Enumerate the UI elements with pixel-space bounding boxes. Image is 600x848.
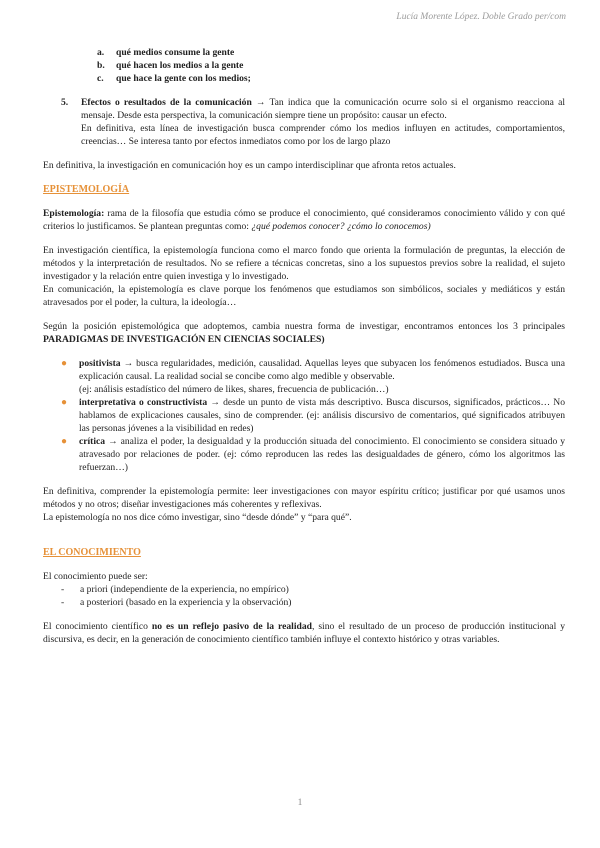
bullet-icon: ● [61,358,68,369]
definition-text: rama de la filosofía que estudia cómo se produce el conocimiento, qué consideramos conocimiento válido y con qué criterios lo justificamos. Se plantean preguntas como: [43,208,565,232]
communication-paragraph: En comunicación, la epistemología es clave porque los fenómenos que estudiamos son simbólicos, sociales y mediáticos y están atravesados por el poder, la cultura, la ideología… [43,284,565,308]
dash-marker: - [61,597,65,608]
list-item [61,596,565,609]
section-heading-conocimiento: EL CONOCIMIENTO [43,547,141,558]
numbered-item-label: 5. [61,97,69,108]
section-heading-epistemologia: EPISTEMOLOGÍA [43,184,130,195]
definition-questions: ¿qué podemos conocer? ¿cómo lo conocemos) [251,221,431,232]
alpha-list [97,46,565,85]
running-header: Lucía Morente López. Doble Grado per/com [396,12,566,22]
paradigms-intro [43,320,565,346]
list-item-text: a posteriori (basado en la experiencia y la observación) [80,597,292,608]
list-item-label: b. [97,60,105,71]
scientific-knowledge-paragraph [43,620,565,646]
bullet-icon: ● [61,436,68,447]
list-item-text: a priori (independiente de la experiencia, no empírico) [80,584,289,595]
knowledge-intro: El conocimiento puede ser: [43,571,148,582]
list-item-label: c. [97,73,104,84]
paradigm-text: → busca regularidades, medición, causalidad. Aquellas leyes que subyacen los fenómenos estudiados. Busca una explicación causal. La realidad social se concibe como algo medible y observable. [79,358,565,382]
conclusion-paragraph: La epistemología no nos dice cómo investigar, sino “desde dónde” y “para qué”. [43,512,352,523]
list-item [61,396,565,435]
paragraph-text: , sino el resultado de un proceso de producción institucional y discursiva, es decir, en la generación de conocimiento científico también influye el contexto histórico y otras variables. [43,621,565,645]
numbered-item-5 [61,96,565,148]
numbered-item-title: Efectos o resultados de la comunicación [81,97,252,108]
paragraph-bold: no es un reflejo pasivo de la realidad [151,621,312,632]
research-paragraph: En investigación científica, la epistemología funciona como el marco fondo que orienta la formulación de preguntas, la elección de métodos y la interpretación de resultados. No se refiere a técnicas concretas, sino a los supuestos previos sobre la realidad, el sujeto investigador y la relación entre quien investiga y lo investigado. [43,245,565,282]
list-item-text: que hace la gente con los medios; [116,73,251,84]
paradigms-list [61,357,565,474]
dash-marker: - [61,584,65,595]
paradigms-intro-bold: PARADIGMAS DE INVESTIGACIÓN EN CIENCIAS SOCIALES) [43,334,325,345]
list-item [97,46,565,59]
list-item [61,583,565,596]
numbered-item-paragraph: En definitiva, esta línea de investigación busca comprender cómo los medios influyen en actitudes, comportamientos, creencias… Se interesa tanto por efectos inmediatos como por los de largo plazo [81,123,565,147]
page-number: 1 [297,798,303,808]
list-item [61,435,565,474]
paradigm-text: → analiza el poder, la desigualdad y la producción situada del conocimiento. El conocimiento se considera situado y atravesado por relaciones de poder. (ej: cómo reproducen las redes las desigualdades de género, cómo los algoritmos las refuerzan…) [79,436,565,473]
list-item-text: qué medios consume la gente [116,47,235,58]
paradigm-term: crítica [79,436,106,447]
numbered-item-line: → Tan indica que la comunicación ocurre solo si el organismo reacciona al mensaje. Desde esta perspectiva, la comunicación siempre tiene un propósito: causar un efecto. [81,97,565,121]
paragraph-text: El conocimiento científico [43,621,152,632]
page-content [43,46,565,646]
definition-term: Epistemología: [43,208,105,219]
numbered-item-text [81,96,565,122]
paradigm-example: (ej: análisis estadístico del número de likes, shares, frecuencia de publicación…) [79,384,389,395]
list-item-label: a. [97,47,105,58]
bullet-icon: ● [61,397,68,408]
conclusion-paragraph: En definitiva, la investigación en comunicación hoy es un campo interdisciplinar que afronta retos actuales. [43,160,456,171]
list-item [97,72,565,85]
paradigm-text: → desde un punto de vista más descriptivo. Busca discursos, significados, prácticos… No hablamos de explicaciones causales, sino de comprender. (ej: análisis discursivo de comentarios, qué significados atribuyen las personas jóvenes a la visibilidad en redes) [79,397,565,434]
paradigms-intro-text: Según la posición epistemológica que adoptemos, cambia nuestra forma de investigar, encontramos entonces los 3 principales [43,321,565,332]
conclusion-paragraph: En definitiva, comprender la epistemología permite: leer investigaciones con mayor espíritu crítico; justificar por qué usamos unos métodos y no otros; diseñar investigaciones más coherentes y reflexivas. [43,486,565,510]
paradigm-term: interpretativa o constructivista [79,397,208,408]
list-item-text: qué hacen los medios a la gente [116,60,244,71]
list-item [61,357,565,396]
list-item [97,59,565,72]
paradigm-term: positivista [79,358,121,369]
definition-paragraph [43,207,565,233]
